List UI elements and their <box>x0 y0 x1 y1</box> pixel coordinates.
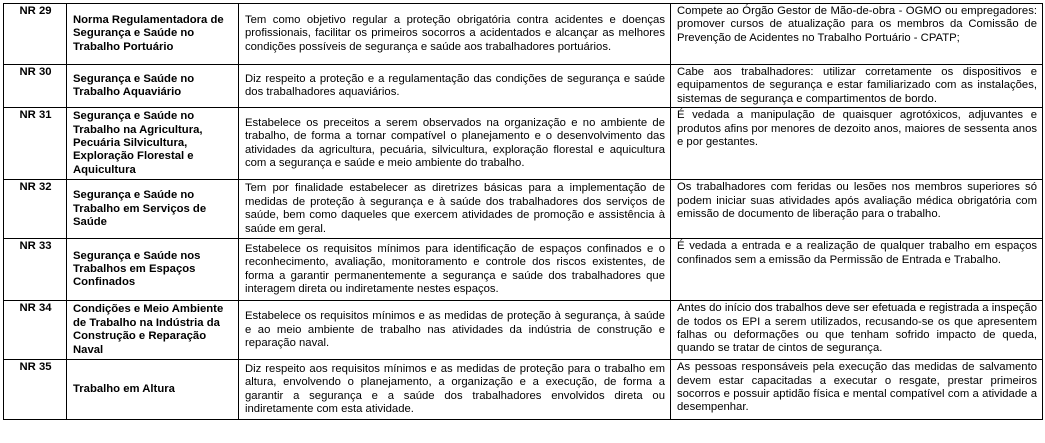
nr-note: Compete ao Órgão Gestor de Mão-de-obra - OGMO ou empregadores: promover cursos de atualização para os membros da Comissão de Prevenção de Acidentes no Trabalho Portuário - CPATP; <box>671 4 1043 65</box>
nr-title: Segurança e Saúde nos Trabalhos em Espaços Confinados <box>67 239 239 301</box>
nr-title: Segurança e Saúde no Trabalho Aquaviário <box>67 65 239 108</box>
nr-title: Trabalho em Altura <box>67 360 239 420</box>
nr-note: As pessoas responsáveis pela execução das medidas de salvamento devem estar capacitadas a executar o resgate, prestar primeiros socorros e possuir aptidão física e mental compatível com a atividade a desempenhar. <box>671 360 1043 420</box>
nr-table <box>3 3 1043 420</box>
nr-objective: Diz respeito a proteção e a regulamentação das condições de segurança e saúde dos trabalhadores aquaviários. <box>239 65 671 108</box>
table-row <box>4 108 1043 180</box>
table-row <box>4 4 1043 65</box>
nr-title: Segurança e Saúde no Trabalho em Serviços de Saúde <box>67 180 239 239</box>
table-row <box>4 180 1043 239</box>
nr-code: NR 31 <box>4 108 67 180</box>
nr-note: Antes do início dos trabalhos deve ser efetuada e registrada a inspeção de todos os EPI a serem utilizados, recusando-se os que apresentem falhas ou deformações ou que tenham sofrido impacto de queda, quando se tratar de cintos de segurança. <box>671 301 1043 360</box>
nr-note: Os trabalhadores com feridas ou lesões nos membros superiores só podem iniciar suas atividades após avaliação médica obrigatória com emissão de documento de liberação para o trabalho. <box>671 180 1043 239</box>
nr-objective: Estabelece os requisitos mínimos para identificação de espaços confinados e o reconhecimento, avaliação, monitoramento e controle dos riscos existentes, de forma a garantir permanentemente a segurança e saúde dos trabalhadores que interagem direta ou indiretamente nestes espaços. <box>239 239 671 301</box>
table-row <box>4 65 1043 108</box>
nr-objective: Tem por finalidade estabelecer as diretrizes básicas para a implementação de medidas de proteção à segurança e à saúde dos trabalhadores dos serviços de saúde, bem como daqueles que exercem atividades de promoção e assistência à saúde em geral. <box>239 180 671 239</box>
nr-note: É vedada a entrada e a realização de qualquer trabalho em espaços confinados sem a emissão da Permissão de Entrada e Trabalho. <box>671 239 1043 301</box>
nr-code: NR 29 <box>4 4 67 65</box>
nr-title: Segurança e Saúde no Trabalho na Agricultura, Pecuária Silvicultura, Exploração Florestal e Aquicultura <box>67 108 239 180</box>
nr-note: É vedada a manipulação de quaisquer agrotóxicos, adjuvantes e produtos afins por menores de dezoito anos, maiores de sessenta anos e por gestantes. <box>671 108 1043 180</box>
nr-title: Norma Regulamentadora de Segurança e Saúde no Trabalho Portuário <box>67 4 239 65</box>
nr-title: Condições e Meio Ambiente de Trabalho na Indústria da Construção e Reparação Naval <box>67 301 239 360</box>
nr-code: NR 30 <box>4 65 67 108</box>
nr-objective: Estabelece os preceitos a serem observados na organização e no ambiente de trabalho, de forma a tornar compatível o planejamento e o desenvolvimento das atividades da agricultura, pecuária, silvicultura, exploração florestal e aquicultura com a segurança e saúde e meio ambiente do trabalho. <box>239 108 671 180</box>
nr-code: NR 35 <box>4 360 67 420</box>
table-row <box>4 301 1043 360</box>
nr-code: NR 33 <box>4 239 67 301</box>
nr-note: Cabe aos trabalhadores: utilizar corretamente os dispositivos e equipamentos de segurança e estar familiarizado com as instalações, sistemas de segurança e compartimentos de bordo. <box>671 65 1043 108</box>
table-row <box>4 239 1043 301</box>
nr-objective: Estabelece os requisitos mínimos e as medidas de proteção à segurança, à saúde e ao meio ambiente de trabalho nas atividades da indústria de construção e reparação naval. <box>239 301 671 360</box>
nr-code: NR 34 <box>4 301 67 360</box>
table-row <box>4 360 1043 420</box>
nr-code: NR 32 <box>4 180 67 239</box>
nr-objective: Diz respeito aos requisitos mínimos e as medidas de proteção para o trabalho em altura, envolvendo o planejamento, a organização e a execução, de forma a garantir a segurança e a saúde dos trabalhadores envolvidos direta ou indiretamente com esta atividade. <box>239 360 671 420</box>
nr-objective: Tem como objetivo regular a proteção obrigatória contra acidentes e doenças profissionais, facilitar os primeiros socorros a acidentados e alcançar as melhores condições possíveis de segurança e saúde aos trabalhadores portuários. <box>239 4 671 65</box>
